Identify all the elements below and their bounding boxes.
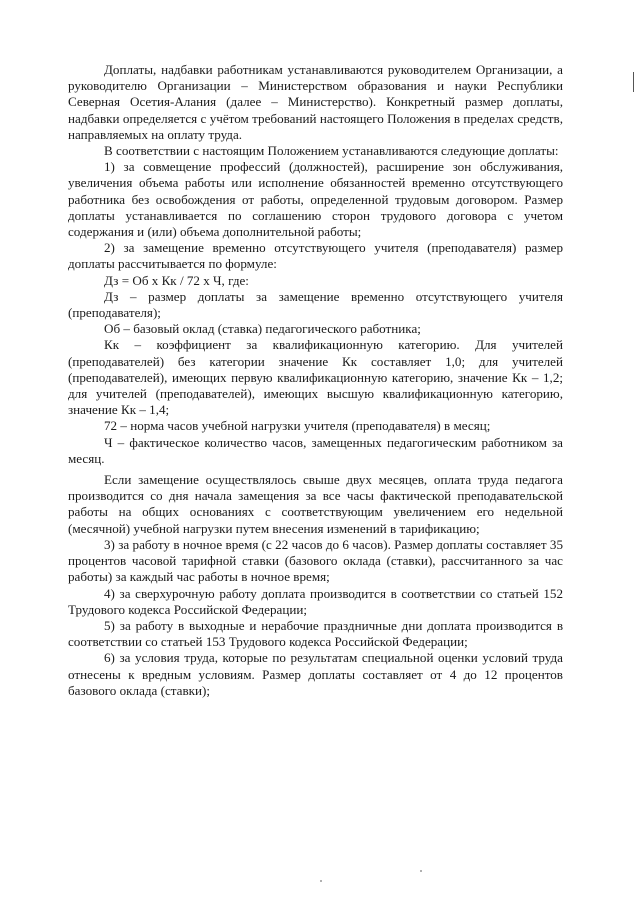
formula-def-ob: Об – базовый оклад (ставка) педагогического работника; <box>104 321 421 337</box>
scan-speck <box>420 870 422 872</box>
paragraph-long-substitution: Если замещение осуществлялось свыше двух месяцев, оплата труда педагога производится со дня начала замещения за все часы фактической преподавательской работы на общих основаниях с соответствующим увеличением его недельной (месячной) учебной нагрузки путем внесения изменений в тарификацию; <box>68 472 563 536</box>
scan-margin-mark <box>633 72 634 92</box>
formula-def-ch: Ч – фактическое количество часов, замещенных педагогическим работником за месяц. <box>68 434 563 466</box>
paragraph-item-2: 2) за замещение временно отсутствующего учителя (преподавателя) размер доплаты рассчитывается по формуле: <box>68 240 563 272</box>
paragraph-item-1: 1) за совмещение профессий (должностей), расширение зон обслуживания, увеличения объема работы или исполнение обязанностей временно отсутствующего работника без освобождения от работы, определенной трудовым договором. Размер доплаты устанавливается по соглашению сторон трудового договора с учетом содержания и (или) объема дополнительной работы; <box>68 159 563 240</box>
paragraph-item-3: 3) за работу в ночное время (с 22 часов до 6 часов). Размер доплаты составляет 35 процентов часовой тарифной ставки (базового оклада (ставки), рассчитанного за час работы) за каждый час работы в ночное время; <box>68 536 563 585</box>
formula-def-kk: Кк – коэффициент за квалификационную категорию. Для учителей (преподавателей) без категории значение Кк составляет 1,0; для учителей (преподавателей), имеющих первую квалификационную категорию, значение Кк – 1,2; для учителей (преподавателей), имеющих высшую квалификационную категорию, значение Кк – 1,4; <box>68 337 563 418</box>
paragraph-item-5: 5) за работу в выходные и нерабочие праздничные дни доплата производится в соответствии со статьей 153 Трудового кодекса Российской Федерации; <box>68 617 563 650</box>
paragraph-list-intro: В соответствии с настоящим Положением устанавливаются следующие доплаты: <box>104 143 559 159</box>
paragraph-item-6: 6) за условия труда, которые по результатам специальной оценки условий труда отнесены к вредным условиям. Размер доплаты составляет от 4 до 12 процентов базового оклада (ставки); <box>68 650 563 698</box>
formula-def-72: 72 – норма часов учебной нагрузки учителя (преподавателя) в месяц; <box>104 418 491 434</box>
paragraph-intro: Доплаты, надбавки работникам устанавливаются руководителем Организации, а руководителю Организации – Министерством образования и науки Республики Северная Осетия-Алания (далее – Министерство). Конкретный размер доплаты, надбавки определяется с учётом требований настоящего Положения в пределах средств, направляемых на оплату труда. <box>68 62 563 142</box>
paragraph-item-4: 4) за сверхурочную работу доплата производится в соответствии со статьей 152 Трудового кодекса Российской Федерации; <box>68 585 563 617</box>
formula-def-dz: Дз – размер доплаты за замещение временно отсутствующего учителя (преподавателя); <box>68 288 563 321</box>
document-page <box>68 62 563 699</box>
formula-line: Дз = Об х Кк / 72 х Ч, где: <box>104 272 249 288</box>
scan-speck <box>320 880 322 882</box>
